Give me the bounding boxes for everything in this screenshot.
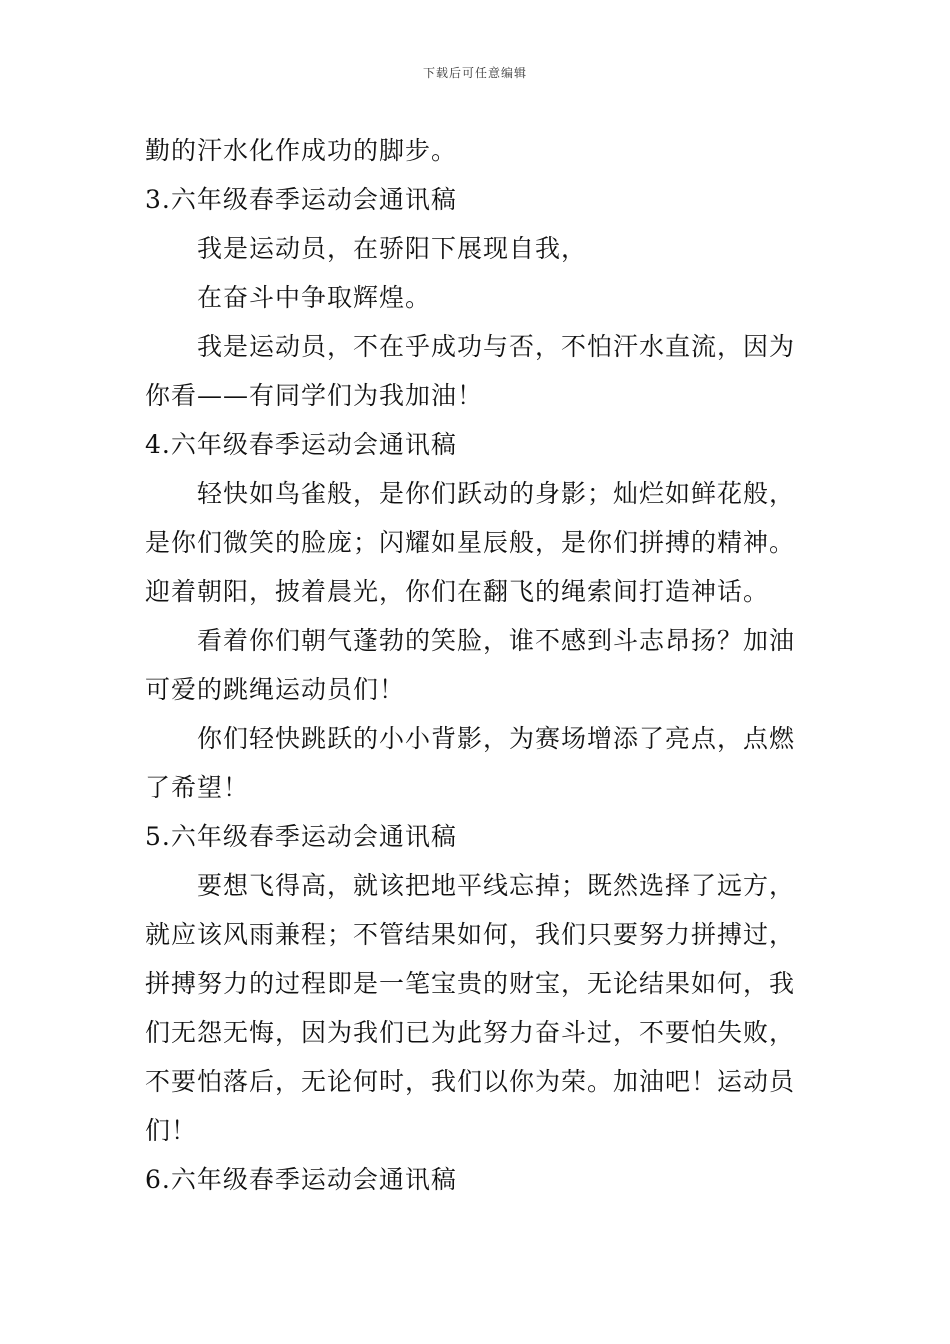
text-line: 拼搏努力的过程即是一笔宝贵的财宝，无论结果如何，我 — [145, 969, 796, 998]
text-line: 迎着朝阳，披着晨光，你们在翻飞的绳索间打造神话。 — [145, 577, 770, 606]
text-line: 要想飞得高，就该把地平线忘掉；既然选择了远方， — [197, 871, 796, 900]
section-heading: 5.六年级春季运动会通讯稿 — [145, 822, 457, 851]
text-line: 在奋斗中争取辉煌。 — [197, 283, 432, 312]
text-line: 们！ — [145, 1116, 198, 1145]
text-line: 可爱的跳绳运动员们！ — [145, 675, 406, 704]
text-line: 们无怨无悔，因为我们已为此努力奋斗过，不要怕失败， — [145, 1018, 796, 1047]
text-line: 我是运动员，在骄阳下展现自我， — [197, 234, 588, 263]
text-line: 你们轻快跳跃的小小背影，为赛场增添了亮点，点燃 — [197, 724, 796, 753]
text-line: 不要怕落后，无论何时，我们以你为荣。加油吧！运动员 — [145, 1067, 796, 1096]
section-heading: 3.六年级春季运动会通讯稿 — [145, 185, 457, 214]
header-note: 下载后可任意编辑 — [422, 66, 527, 80]
text-line: 是你们微笑的脸庞；闪耀如星辰般，是你们拼搏的精神。 — [145, 528, 796, 557]
text-line: 就应该风雨兼程；不管结果如何，我们只要努力拼搏过， — [145, 920, 796, 949]
section-heading: 6.六年级春季运动会通讯稿 — [145, 1165, 457, 1194]
section-heading: 4.六年级春季运动会通讯稿 — [145, 430, 457, 459]
text-line: 勤的汗水化作成功的脚步。 — [145, 136, 458, 165]
text-line: 你看——有同学们为我加油！ — [145, 381, 484, 410]
text-line: 了希望！ — [145, 773, 250, 802]
text-line: 看着你们朝气蓬勃的笑脸，谁不感到斗志昂扬？加油 — [197, 626, 796, 655]
text-line: 轻快如鸟雀般，是你们跃动的身影；灿烂如鲜花般， — [197, 479, 796, 508]
text-line: 我是运动员，不在乎成功与否，不怕汗水直流，因为 — [197, 332, 796, 361]
document-body — [145, 126, 810, 1204]
